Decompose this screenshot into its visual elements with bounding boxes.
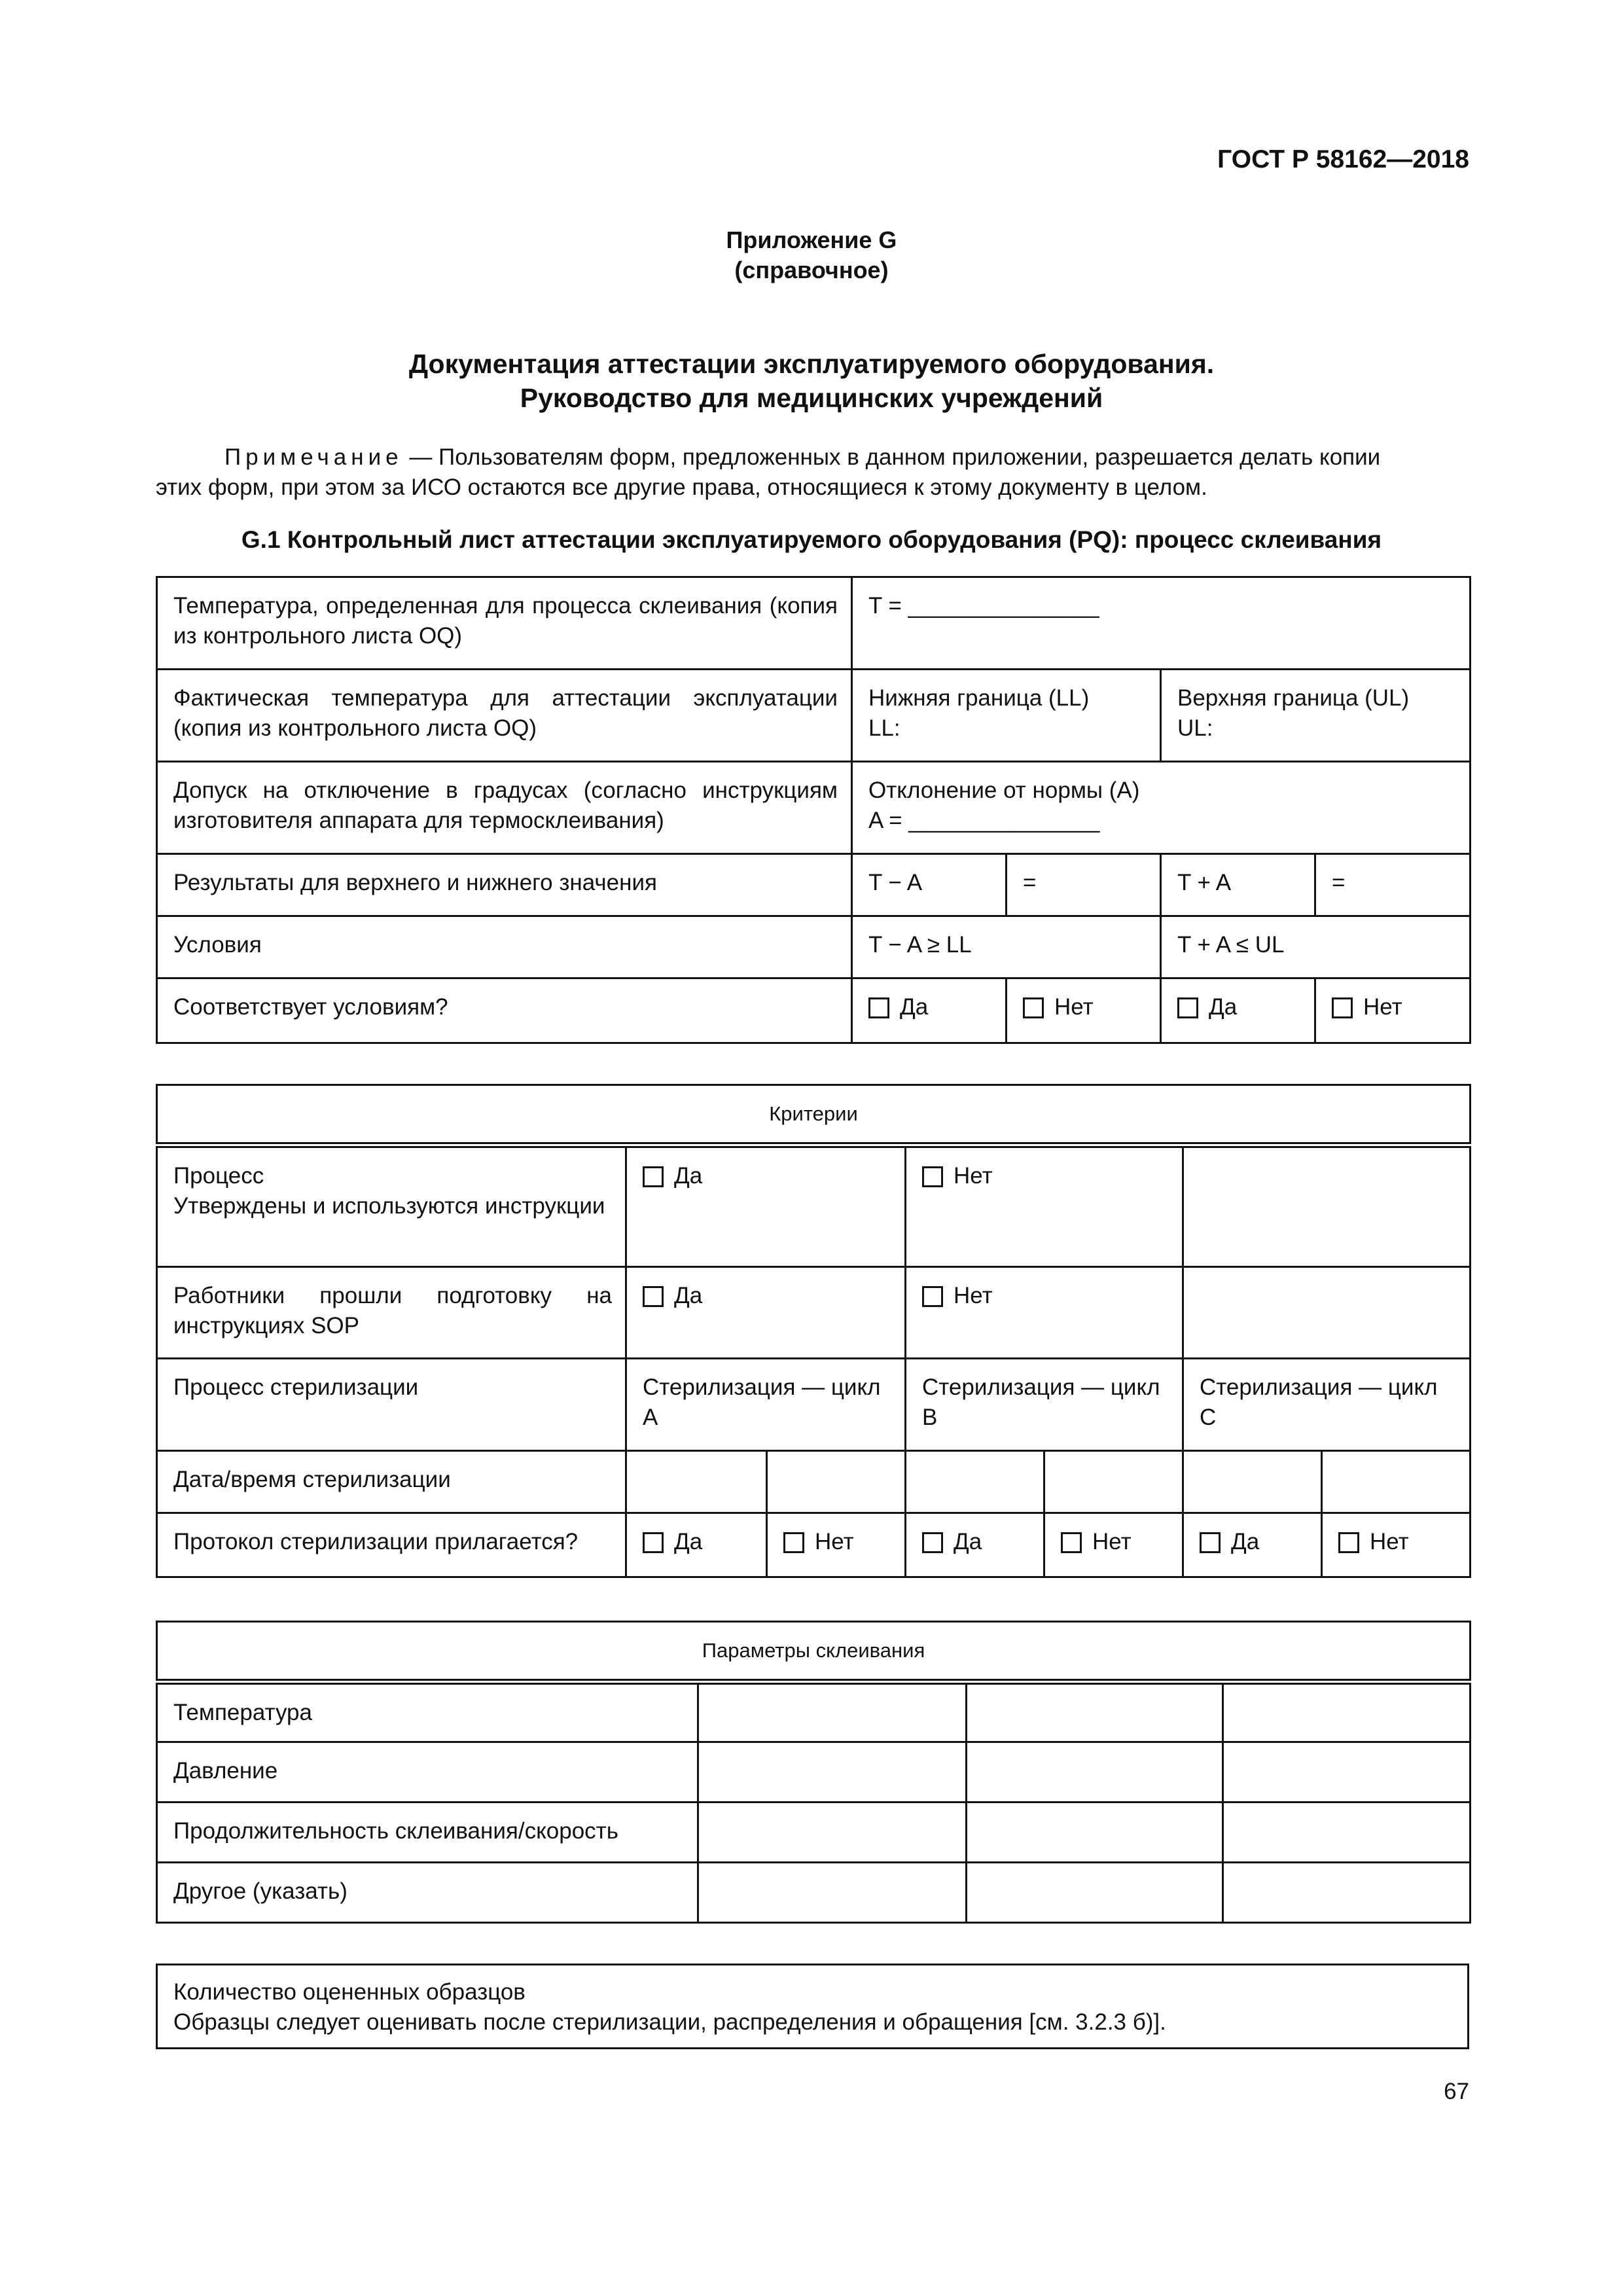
parameter-value-cell[interactable] bbox=[698, 1863, 967, 1923]
document-title-line2: Руководство для медицинских учреждений bbox=[520, 383, 1103, 413]
cycle-a-no-option[interactable] bbox=[767, 1513, 906, 1577]
cycle-c: Стерилизация — цикл C bbox=[1183, 1359, 1471, 1451]
option-label: Нет bbox=[1054, 994, 1094, 1020]
checkbox[interactable] bbox=[643, 1166, 664, 1187]
sterilization-datetime-label: Дата/время стерилизации bbox=[157, 1451, 626, 1513]
process-no-option[interactable] bbox=[906, 1145, 1183, 1267]
checkbox[interactable] bbox=[643, 1532, 664, 1553]
parameter-label: Другое (указать) bbox=[157, 1863, 698, 1923]
criteria-header: Критерии bbox=[157, 1085, 1471, 1145]
samples-instruction: Образцы следует оценивать после стерилизации, распределения и обращения [см. 3.2.3 б)]. bbox=[173, 2009, 1166, 2035]
document-title bbox=[0, 347, 1623, 415]
t-minus-a-result[interactable]: = bbox=[1007, 854, 1161, 916]
option-label: Нет bbox=[1092, 1529, 1132, 1554]
option-label: Нет bbox=[954, 1163, 993, 1189]
lower-limit-value: LL: bbox=[868, 715, 901, 741]
option-label: Да bbox=[674, 1283, 703, 1308]
cycle-b: Стерилизация — цикл B bbox=[906, 1359, 1183, 1451]
table-row bbox=[157, 577, 1471, 670]
temperature-table bbox=[156, 576, 1471, 1044]
tolerance-label: Допуск на отключение в градусах (согласно инструкциям изготовителя аппарата для термосклеивания) bbox=[157, 762, 852, 854]
sterilization-process-label: Процесс стерилизации bbox=[157, 1359, 626, 1451]
checkbox[interactable] bbox=[783, 1532, 804, 1553]
note-line1 bbox=[156, 442, 1469, 473]
training-no-option[interactable] bbox=[906, 1267, 1183, 1359]
results-label: Результаты для верхнего и нижнего значения bbox=[157, 854, 852, 916]
parameter-value-cell[interactable] bbox=[967, 1742, 1223, 1803]
cycle-a: Стерилизация — цикл A bbox=[626, 1359, 906, 1451]
parameter-label: Давление bbox=[157, 1742, 698, 1803]
meets-conditions-label: Соответствует условиям? bbox=[157, 978, 852, 1043]
samples-count-label: Количество оцененных образцов bbox=[173, 1979, 526, 2005]
table-row bbox=[157, 1682, 1471, 1742]
table-row bbox=[157, 916, 1471, 978]
parameter-value-cell[interactable] bbox=[1223, 1803, 1471, 1863]
upper-yes-option[interactable] bbox=[1161, 978, 1315, 1043]
parameter-value-cell[interactable] bbox=[698, 1682, 967, 1742]
table-row bbox=[157, 1145, 1471, 1267]
parameter-value-cell[interactable] bbox=[1223, 1742, 1471, 1803]
checkbox[interactable] bbox=[922, 1166, 943, 1187]
criteria-table bbox=[156, 1084, 1471, 1578]
table-row bbox=[157, 1085, 1471, 1145]
checkbox[interactable] bbox=[1332, 997, 1353, 1018]
staff-training-label: Работники прошли подготовку на инструкциях SOP bbox=[157, 1267, 626, 1359]
annex-title bbox=[0, 225, 1623, 285]
t-plus-a-result[interactable]: = bbox=[1315, 854, 1471, 916]
deviation-cell[interactable] bbox=[852, 762, 1471, 854]
cycle-b-date-cell[interactable] bbox=[906, 1451, 1044, 1513]
cycle-a-date-cell[interactable] bbox=[626, 1451, 767, 1513]
parameter-value-cell[interactable] bbox=[967, 1682, 1223, 1742]
table-row bbox=[157, 978, 1471, 1043]
process-label bbox=[157, 1145, 626, 1267]
checkbox[interactable] bbox=[1177, 997, 1198, 1018]
option-label: Нет bbox=[815, 1529, 854, 1554]
option-label: Нет bbox=[1370, 1529, 1409, 1554]
process-yes-option[interactable] bbox=[626, 1145, 906, 1267]
upper-no-option[interactable] bbox=[1315, 978, 1471, 1043]
option-label: Нет bbox=[954, 1283, 993, 1308]
checkbox[interactable] bbox=[922, 1286, 943, 1307]
defined-temperature-value[interactable]: T = _______________ bbox=[852, 577, 1471, 670]
sealing-parameters-table bbox=[156, 1621, 1471, 1924]
parameter-value-cell[interactable] bbox=[1223, 1863, 1471, 1923]
option-label: Да bbox=[674, 1163, 703, 1189]
cycle-c-no-option[interactable] bbox=[1322, 1513, 1471, 1577]
cycle-a-yes-option[interactable] bbox=[626, 1513, 767, 1577]
actual-temperature-label: Фактическая температура для аттестации эксплуатации (копия из контрольного листа OQ) bbox=[157, 670, 852, 762]
parameter-value-cell[interactable] bbox=[967, 1803, 1223, 1863]
option-label: Да bbox=[900, 994, 929, 1020]
training-yes-option[interactable] bbox=[626, 1267, 906, 1359]
lower-no-option[interactable] bbox=[1007, 978, 1161, 1043]
cycle-a-time-cell[interactable] bbox=[767, 1451, 906, 1513]
process-title: Процесс bbox=[173, 1163, 264, 1189]
checkbox[interactable] bbox=[643, 1286, 664, 1307]
page-number: 67 bbox=[1444, 2079, 1469, 2104]
table-row bbox=[157, 670, 1471, 762]
note-line2: этих форм, при этом за ИСО остаются все другие права, относящиеся к этому документу в целом. bbox=[156, 475, 1207, 500]
upper-limit-title: Верхняя граница (UL) bbox=[1177, 685, 1410, 711]
note-lead: Примечание bbox=[224, 444, 403, 470]
condition-upper: T + A ≤ UL bbox=[1161, 916, 1471, 978]
option-label: Да bbox=[954, 1529, 982, 1554]
process-empty-cell[interactable] bbox=[1183, 1145, 1471, 1267]
conditions-label: Условия bbox=[157, 916, 852, 978]
checkbox[interactable] bbox=[1200, 1532, 1221, 1553]
note bbox=[156, 442, 1469, 503]
training-empty-cell[interactable] bbox=[1183, 1267, 1471, 1359]
annex-type: (справочное) bbox=[734, 257, 889, 283]
condition-lower: T − A ≥ LL bbox=[852, 916, 1161, 978]
table-row bbox=[157, 854, 1471, 916]
parameter-value-cell[interactable] bbox=[698, 1803, 967, 1863]
lower-yes-option[interactable] bbox=[852, 978, 1007, 1043]
t-minus-a: T − A bbox=[852, 854, 1007, 916]
upper-limit-cell[interactable] bbox=[1161, 670, 1471, 762]
samples-cell[interactable] bbox=[157, 1965, 1469, 2049]
lower-limit-title: Нижняя граница (LL) bbox=[868, 685, 1090, 711]
table-row bbox=[157, 1622, 1471, 1682]
standard-code: ГОСТ Р 58162—2018 bbox=[1217, 145, 1469, 173]
upper-limit-value: UL: bbox=[1177, 715, 1213, 741]
table-row bbox=[157, 1803, 1471, 1863]
parameter-value-cell[interactable] bbox=[967, 1863, 1223, 1923]
cycle-b-time-cell[interactable] bbox=[1044, 1451, 1183, 1513]
parameter-label: Продолжительность склеивания/скорость bbox=[157, 1803, 698, 1863]
table-row bbox=[157, 1267, 1471, 1359]
table-row bbox=[157, 1742, 1471, 1803]
cycle-b-yes-option[interactable] bbox=[906, 1513, 1044, 1577]
lower-limit-cell[interactable] bbox=[852, 670, 1161, 762]
table-row bbox=[157, 1863, 1471, 1923]
cycle-c-date-cell[interactable] bbox=[1183, 1451, 1322, 1513]
samples-table bbox=[156, 1964, 1469, 2049]
deviation-title: Отклонение от нормы (A) bbox=[868, 778, 1140, 803]
checkbox[interactable] bbox=[922, 1532, 943, 1553]
option-label: Да bbox=[1209, 994, 1238, 1020]
cycle-c-yes-option[interactable] bbox=[1183, 1513, 1322, 1577]
t-plus-a: T + A bbox=[1161, 854, 1315, 916]
checkbox[interactable] bbox=[1023, 997, 1044, 1018]
deviation-value: A = _______________ bbox=[868, 808, 1100, 833]
option-label: Нет bbox=[1363, 994, 1402, 1020]
table-row bbox=[157, 1451, 1471, 1513]
parameter-value-cell[interactable] bbox=[1223, 1682, 1471, 1742]
checkbox[interactable] bbox=[868, 997, 889, 1018]
cycle-c-time-cell[interactable] bbox=[1322, 1451, 1471, 1513]
table-row bbox=[157, 1359, 1471, 1451]
cycle-b-no-option[interactable] bbox=[1044, 1513, 1183, 1577]
note-text-line1: — Пользователям форм, предложенных в данном приложении, разрешается делать копии bbox=[402, 444, 1381, 470]
parameter-label: Температура bbox=[157, 1682, 698, 1742]
protocol-attached-label: Протокол стерилизации прилагается? bbox=[157, 1513, 626, 1577]
process-instructions: Утверждены и используются инструкции bbox=[173, 1193, 605, 1219]
checkbox[interactable] bbox=[1338, 1532, 1359, 1553]
defined-temperature-label: Температура, определенная для процесса склеивания (копия из контрольного листа OQ) bbox=[157, 577, 852, 670]
section-title: G.1 Контрольный лист аттестации эксплуатируемого оборудования (PQ): процесс склеивания bbox=[241, 526, 1382, 553]
checkbox[interactable] bbox=[1061, 1532, 1082, 1553]
annex-label: Приложение G bbox=[726, 226, 897, 253]
table-row bbox=[157, 1513, 1471, 1577]
document-title-line1: Документация аттестации эксплуатируемого оборудования. bbox=[408, 349, 1215, 379]
option-label: Да bbox=[1231, 1529, 1260, 1554]
option-label: Да bbox=[674, 1529, 703, 1554]
parameter-value-cell[interactable] bbox=[698, 1742, 967, 1803]
table-row bbox=[157, 762, 1471, 854]
sealing-parameters-header: Параметры склеивания bbox=[157, 1622, 1471, 1682]
table-row bbox=[157, 1965, 1469, 2049]
